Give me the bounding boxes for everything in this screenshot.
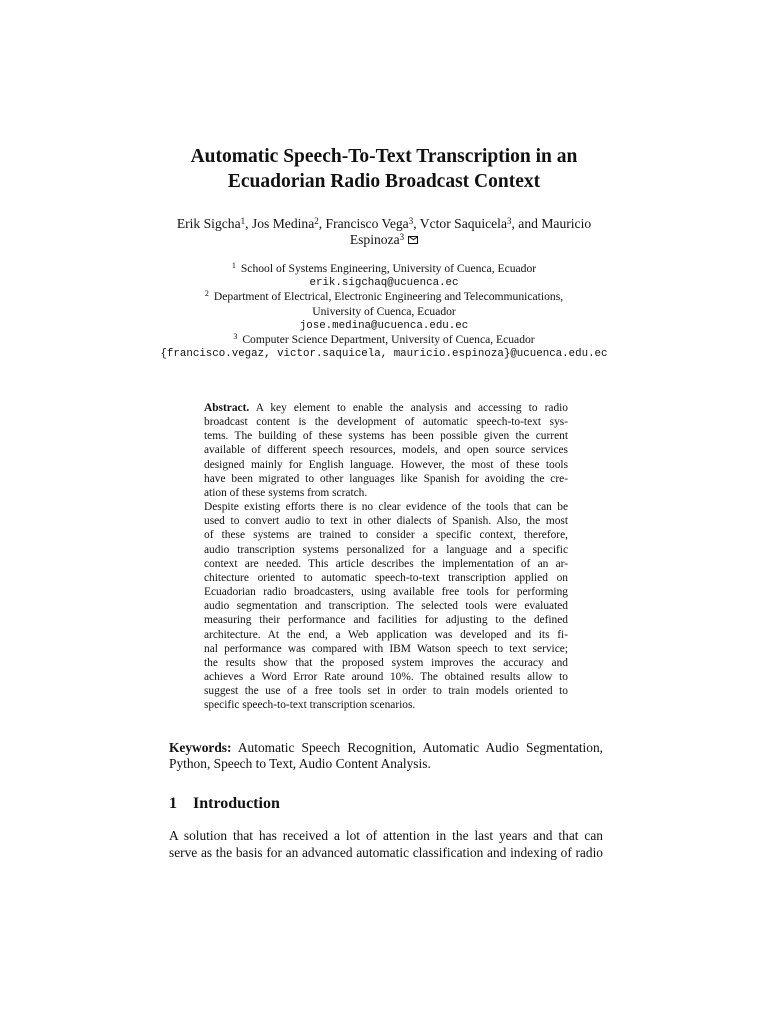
abstract-line: achieves a Word Error Rate around 10%. The obtained results allow to bbox=[204, 670, 568, 683]
intro-line: serve as the basis for an advanced automatic classification and indexing of radio bbox=[169, 844, 603, 860]
abstract-line: context are needed. This article describes the implementation of an ar- bbox=[204, 557, 568, 570]
abstract-line: have been migrated to other languages like Spanish for avoiding the cre- bbox=[204, 472, 568, 485]
abstract-line: used to convert audio to text in other dialects of Spanish. Also, the most bbox=[204, 515, 568, 528]
abstract-line: nal performance was compared with IBM Watson speech to text service; bbox=[204, 642, 568, 655]
author-affil-mark: 2 bbox=[314, 216, 319, 226]
author-affil-mark: 3 bbox=[408, 216, 414, 226]
abstract-line: audio segmentation and transcription. The selected tools were evaluated bbox=[204, 600, 568, 613]
abstract-line: chitecture oriented to automatic speech-to-text transcription applied on bbox=[204, 571, 568, 584]
affiliation-text: Computer Science Department, University of Cuenca, Ecuador bbox=[242, 333, 535, 347]
abstract-line: ation of these systems from scratch. bbox=[204, 486, 368, 499]
author-affil-mark: 1 bbox=[240, 216, 246, 226]
abstract-line: available of different speech resources, models, and open source services bbox=[204, 444, 568, 457]
author-name: Espinoza bbox=[349, 232, 400, 247]
email-2: jose.medina@ucuenca.edu.ec bbox=[299, 319, 469, 332]
email-1: erik.sigchaq@ucuenca.ec bbox=[309, 277, 459, 290]
affiliation-text: Department of Electrical, Electronic Engineering and Telecommunications, bbox=[213, 290, 564, 304]
keywords-text: Automatic Speech Recognition, Automatic Audio Segmentation, bbox=[237, 740, 603, 755]
affiliation-mark: 3 bbox=[233, 332, 238, 342]
abstract-line: broadcast content is the development of automatic speech-to-text sys- bbox=[204, 416, 568, 429]
email-3: {francisco.vegaz, victor.saquicela, mauricio.espinoza}@ucuenca.edu.ec bbox=[160, 348, 608, 361]
affiliation-1 bbox=[150, 262, 618, 276]
keywords-line bbox=[169, 740, 603, 756]
section-title: Introduction bbox=[193, 795, 280, 812]
author-name: Jos Medina bbox=[251, 216, 315, 231]
abstract-line: the results show that the proposed system improves the accuracy and bbox=[204, 656, 568, 669]
title-line-1: Automatic Speech-To-Text Transcription in an bbox=[190, 146, 578, 167]
author-name: Erik Sigcha bbox=[176, 216, 241, 231]
keywords-label: Keywords: bbox=[169, 740, 232, 755]
author-line-2 bbox=[150, 232, 618, 248]
author-affil-mark: 3 bbox=[399, 232, 405, 242]
affiliations bbox=[150, 262, 618, 361]
abstract-line: Despite existing efforts there is no clear evidence of the tools that can be bbox=[204, 501, 568, 514]
author-conjunction: and bbox=[518, 216, 538, 231]
affiliation-2-cont: University of Cuenca, Ecuador bbox=[312, 304, 456, 318]
abstract-line: specific speech-to-text transcription scenarios. bbox=[204, 699, 416, 712]
affiliation-mark: 1 bbox=[231, 261, 236, 270]
keywords-line: Python, Speech to Text, Audio Content Analysis. bbox=[169, 756, 431, 771]
abstract-text: A key element to enable the analysis and accessing to radio bbox=[255, 402, 568, 414]
author-list bbox=[150, 216, 618, 248]
keywords bbox=[169, 740, 603, 772]
abstract-line: designed mainly for English language. However, the most of these tools bbox=[204, 458, 568, 471]
author-name: Vctor Saquicela bbox=[419, 216, 507, 231]
abstract-line: audio transcription systems personalized for a language and a specific bbox=[204, 543, 568, 556]
section-heading bbox=[169, 794, 280, 814]
abstract-line: architecture. At the end, a Web application was developed and its fi- bbox=[204, 628, 568, 641]
affiliation-text: School of Systems Engineering, University of Cuenca, Ecuador bbox=[240, 262, 537, 275]
abstract bbox=[204, 401, 568, 712]
author-affil-mark: 3 bbox=[506, 216, 512, 226]
intro-paragraph bbox=[169, 828, 603, 861]
abstract-line: tems. The building of these systems has been possible given the current bbox=[204, 430, 568, 443]
author-name: Mauricio bbox=[541, 216, 592, 231]
affiliation-mark: 2 bbox=[204, 289, 209, 299]
author-line-1: Erik Sigcha$^1$, Jos Medina$^2$, Francisco Vega$^3$, Vctor Saquicela$^3$, and Mauricio bbox=[176, 216, 592, 231]
abstract-line: Ecuadorian radio broadcasters, using available free tools for performing bbox=[204, 586, 568, 599]
affiliation-3 bbox=[150, 333, 618, 347]
section-number: 1 bbox=[169, 795, 177, 812]
author-name: Francisco Vega bbox=[325, 216, 409, 231]
title-line-2: Ecuadorian Radio Broadcast Context bbox=[227, 171, 541, 192]
affiliation-2 bbox=[150, 290, 618, 304]
abstract-line: measuring their performance and facilities for adjusting to the defined bbox=[204, 614, 568, 627]
envelope-icon bbox=[408, 236, 418, 244]
abstract-line: of these systems are trained to consider a specific context, therefore, bbox=[204, 529, 568, 542]
intro-line: A solution that has received a lot of attention in the last years and that can bbox=[169, 828, 603, 843]
abstract-line: suggest the use of a free tools set in order to train models oriented to bbox=[204, 685, 568, 698]
abstract-label: Abstract. bbox=[204, 402, 250, 414]
abstract-line bbox=[204, 401, 568, 415]
paper-title bbox=[150, 144, 618, 194]
